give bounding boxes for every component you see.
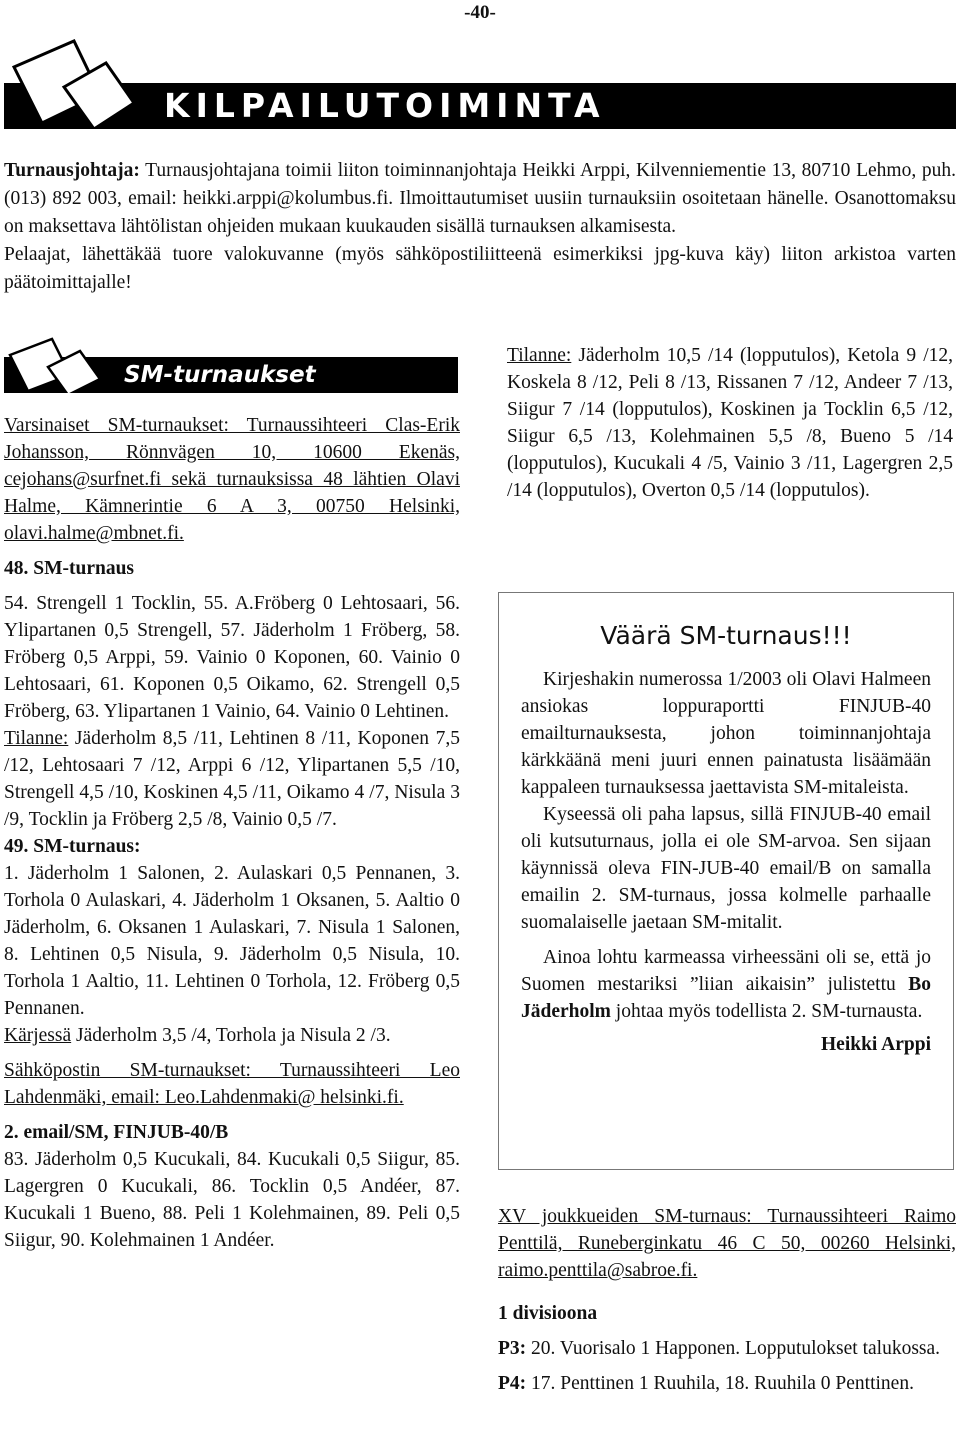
correction-paragraph-1: Kirjeshakin numerossa 1/2003 oli Olavi Halmeen ansiokas loppuraportti FINJUB-40 emailturnauksesta, johon toiminnanjohtaja kärkkäänä meni juuri ennen painatusta lisäämään kappaleen turnauksessa jaettavista SM-mitaleista. xyxy=(521,669,931,798)
correction-title: Väärä SM-turnaus!!! xyxy=(600,621,852,650)
correction-signature: Heikki Arppi xyxy=(821,1034,931,1055)
page-number: -40- xyxy=(464,2,496,23)
right-column-top xyxy=(507,342,953,504)
heading-49: 49. SM-turnaus: xyxy=(4,836,141,857)
intro-label: Turnausjohtaja: xyxy=(4,160,140,181)
intro-paragraph-2: Pelaajat, lähettäkää tuore valokuvanne (myös sähköpostiliitteenä esimerkiksi jpg-kuva käy) liiton arkistoa varten päätoimittajalle! xyxy=(4,244,956,293)
correction-paragraph-3: Ainoa lohtu karmeassa virheessäni oli se, että jo Suomen mestariksi ”liian aikaisin” julistettu Bo Jäderholm johtaa myös todellista 2. SM-turnausta. xyxy=(521,947,931,1022)
leaders-49: Jäderholm 3,5 /4, Torhola ja Nisula 2 /3. xyxy=(71,1025,391,1046)
correction-box xyxy=(498,592,954,1170)
leaders-label-49: Kärjessä xyxy=(4,1025,72,1046)
bo-jaderholm-name: Bo Jäderholm xyxy=(521,974,931,1022)
section-title: KILPAILUTOIMINTA xyxy=(164,86,606,125)
squares-logo-icon xyxy=(4,337,114,393)
section-banner xyxy=(4,37,956,129)
group-p4-label: P4: xyxy=(498,1373,527,1394)
right-column-bottom xyxy=(498,1203,956,1397)
team-sm-contact: XV joukkueiden SM-turnaus: Turnaussihteeri Raimo Penttilä, Runeberginkatu 46 C 50, 00260 Helsinki, raimo.penttila@sabroe.fi. xyxy=(498,1206,956,1281)
heading-48: 48. SM-turnaus xyxy=(4,558,135,579)
squares-logo-icon xyxy=(4,37,154,129)
standings-48: Jäderholm 8,5 /11, Lehtinen 8 /11, Koponen 7,5 /12, Lehtosaari 7 /12, Arppi 6 /12, Ylipartanen 5,5 /10, Strengell 4,5 /10, Koskinen 4,5 /11, Oikamo 4 /7, Nisula 3 /9, Tocklin ja Fröberg 2,5 /8, Vainio 0,5 /7. xyxy=(4,728,460,830)
results-email-sm: 83. Jäderholm 0,5 Kucukali, 84. Kucukali 0,5 Siigur, 85. Lagergren 0 Kucukali, 86. Tocklin 0,5 Andéer, 87. Kucukali 1 Bueno, 88. Peli 1 Kolehmainen, 89. Peli 0,5 Siigur, 90. Kolehmainen 1 Andéer. xyxy=(4,1149,460,1251)
results-49: 1. Jäderholm 1 Salonen, 2. Aulaskari 0,5 Pennanen, 3. Torhola 0 Aulaskari, 4. Jäderholm 1 Oksanen, 5. Aaltio 0 Jäderholm, 6. Oksanen 1 Aulaskari, 7. Nisula 1 Salonen, 8. Lehtinen 0,5 Nisula, 9. Jäderholm 0,5 Nisula, 10. Torhola 1 Aaltio, 11. Lehtinen 0 Torhola, 12. Fröberg 0,5 Pennanen. xyxy=(4,863,460,1019)
left-column xyxy=(4,412,460,1254)
sm-contact: Varsinaiset SM-turnaukset: Turnaussihteeri Clas-Erik Johansson, Rönnvägen 10, 10600 Ekenäs, cejohans@surfnet.fi sekä turnauksissa 48 lähtien Olavi Halme, Kämnerintie 6 A 3, 00750 Helsinki, olavi.halme@mbnet.fi. xyxy=(4,415,460,544)
sm-banner xyxy=(4,337,458,393)
standings-label-48: Tilanne: xyxy=(4,728,69,749)
division-heading: 1 divisioona xyxy=(498,1303,598,1324)
standings-label-email: Tilanne: xyxy=(507,345,572,366)
sm-banner-title: SM-turnaukset xyxy=(124,362,316,388)
intro-text xyxy=(4,157,956,297)
results-48: 54. Strengell 1 Tocklin, 55. A.Fröberg 0 Lehtosaari, 56. Ylipartanen 0,5 Strengell, 57. Jäderholm 1 Fröberg, 58. Fröberg 0,5 Arppi, 59. Vainio 0 Koponen, 60. Vainio 0 Lehtosaari, 61. Koponen 0,5 Oikamo, 62. Strengell 0,5 Fröberg, 63. Ylipartanen 1 Vainio, 64. Vainio 0 Lehtinen. xyxy=(4,593,460,722)
group-p3-label: P3: xyxy=(498,1338,527,1359)
intro-paragraph-1: Turnausjohtajana toimii liiton toiminnanjohtaja Heikki Arppi, Kilvenniementie 13, 80710 Lehmo, puh. (013) 892 003, email: heikki.arppi@kolumbus.fi. Ilmoittautumiset uusiin turnauksiin osoitetaan hänelle. Osanottomaksu on maksettava lähtölistan ohjeiden mukaan kuukauden sisällä turnauksen alkamisesta. xyxy=(4,160,956,237)
correction-paragraph-2: Kyseessä oli paha lapsus, sillä FINJUB-40 email oli kutsuturnaus, jolla ei ole SM-arvoa. Sen sijaan käynnissä oleva FIN-JUB-40 email/B on samalla emailin 2. SM-turnaus, jossa kolmelle parhaalle suomalaiselle jaetaan SM-mitalit. xyxy=(521,804,931,933)
standings-email: Jäderholm 10,5 /14 (lopputulos), Ketola 9 /12, Koskela 8 /12, Peli 8 /13, Rissanen 7 /12, Andeer 7 /13, Siigur 7 /14 (lopputulos), Koskinen ja Tocklin 6,5 /12, Siigur 6,5 /13, Kolehmainen 5,5 /8, Bueno 5 /14 (lopputulos), Kucukali 4 /5, Vainio 3 /11, Lagergren 2,5 /14 (lopputulos), Overton 0,5 /14 (lopputulos). xyxy=(507,345,953,501)
group-p4-results: 17. Penttinen 1 Ruuhila, 18. Ruuhila 0 Penttinen. xyxy=(526,1373,914,1394)
group-p3-results: 20. Vuorisalo 1 Happonen. Lopputulokset talukossa. xyxy=(526,1338,941,1359)
heading-email-sm: 2. email/SM, FINJUB-40/B xyxy=(4,1122,229,1143)
email-sm-contact: Sähköpostin SM-turnaukset: Turnaussihteeri Leo Lahdenmäki, email: Leo.Lahdenmaki@ helsinki.fi. xyxy=(4,1060,460,1108)
